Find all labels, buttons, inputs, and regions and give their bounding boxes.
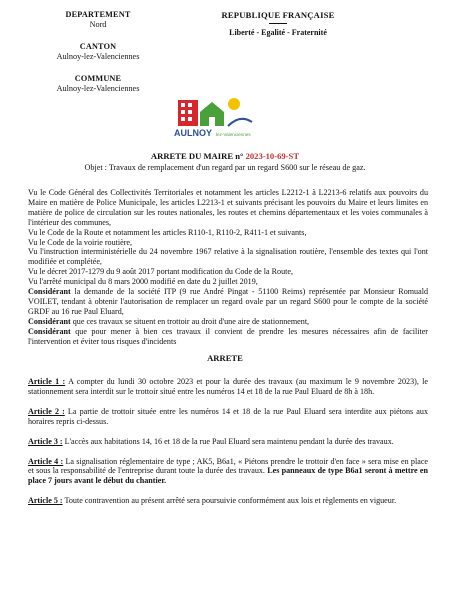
town-logo [170,92,260,144]
considerant-text: la demande de la société ITP (9 rue André Pingat - 51100 Reims) représentée par Monsieur Romuald VOILET, tendant à obtenir l'autorisation de remplacer un regard ovale par un regard S600 pour le compte de la société GRDF au 16 rue Paul Eluard, [28,287,428,316]
article-1 [28,377,428,397]
considerant-label: Considérant [28,316,71,326]
article-label: Article 3 : [28,436,63,446]
considerant-label: Considérant [28,287,71,297]
article-3 [28,437,428,447]
visa-item: Vu l'arrêté municipal du 8 mars 2000 modifié en date du 2 juillet 2019, [28,277,258,287]
article-text: Toute contravention au présent arrêté sera poursuivie conformément aux lois et règlements en vigueur. [62,496,397,506]
considerant-text: que pour mener à bien ces travaux il convient de prendre les mesures nécessaires afin de faciliter l'intervention et éviter tous risques d'incidents [28,326,428,346]
article-label: Article 1 : [28,377,66,386]
arrete-title-prefix: ARRETE DU MAIRE n° [150,151,244,161]
administrative-header [18,10,178,94]
considerant-label: Considérant [28,326,71,336]
visa-item: Vu le décret 2017-1279 du 9 août 2017 portant modification du Code de la Route, [28,267,293,277]
visa-item: Vu l'instruction interministérielle du 24 novembre 1967 relative à la signalisation routière, l'ensemble des textes qui l'ont modifiée et complétée, [28,247,428,267]
article-2 [28,407,428,427]
article-text: A compter du lundi 30 octobre 2023 et pour la durée des travaux (au maximum le 9 novembre 2023), le stationnement sera interdit sur le trottoir situé entre les numéros 14 et 18 de la rue Paul Eluard de 8h à 18h. [28,377,428,396]
article-label: Article 4 : [28,456,64,466]
article-4 [28,457,428,487]
arrete-number: 2023-10-69-ST [245,151,300,161]
visa-item: Vu le Code Général des Collectivités Territoriales et notamment les articles L2212-1 à L2213-6 relatifs aux pouvoirs du Maire en matière de Police Municipale, les articles L2213-1 et suivants précisant les pouvoirs du Maire et leurs limites en matière de police de circulation sur les routes nationales, les routes et chemins départementaux et les voies communales à l'intérieur des communes, [28,188,428,227]
republic-motto: Liberté - Egalité - Fraternité [229,28,327,37]
canton-value: Aulnoy-lez-Valenciennes [56,52,140,61]
arrete-title [0,151,450,161]
article-label: Article 5 : [28,496,63,506]
articles-section [28,377,428,516]
article-note: Les panneaux de type B6a1 seront à mettre en place 7 jours avant le début du chantier. [28,466,428,486]
commune-label: COMMUNE [74,74,122,83]
arrete-heading: ARRETE [207,353,243,363]
visa-item: Vu le Code de la Route et notamment les articles R110-1, R110-2, R411-1 et suivants, [28,227,307,237]
visas-section [28,188,428,347]
logo-text-aulnoy: AULNOY [174,128,212,138]
considerant-item [28,327,428,347]
considerant-item [28,317,428,327]
considerant-item [28,287,428,317]
departement-value: Nord [89,20,107,29]
article-text: La signalisation réglementaire de type ; AK5, B6a1, « Piétons prendre le trottoir d'en face » sera mise en place et sous la responsabilité de l'entreprise durant toute la durée des travaux. [28,456,429,476]
commune-value: Aulnoy-lez-Valenciennes [56,84,140,93]
considerant-text: que ces travaux se situent en trottoir au droit d'une aire de stationnement, [70,316,310,326]
visa-item: Vu le Code de la voirie routière, [28,237,133,247]
republique-title: REPUBLIQUE FRANÇAISE [221,10,335,20]
logo-text-subtitle: lez-Valenciennes [216,132,251,137]
canton-label: CANTON [79,42,117,51]
article-5 [28,496,428,506]
article-text: La partie de trottoir située entre les numéros 14 et 18 de la rue Paul Eluard sera interdite aux piétons aux horaires repris ci-dessus. [28,406,428,426]
arrete-objet: Objet : Travaux de remplacement d'un regard par un regard S600 sur le réseau de gaz. [84,163,366,172]
article-label: Article 2 : [28,406,65,416]
header-divider [269,23,287,24]
article-text: L'accès aux habitations 14, 16 et 18 de la rue Paul Eluard sera maintenu pendant la durée des travaux. [62,436,394,446]
republic-header [198,10,358,38]
departement-label: DEPARTEMENT [65,10,131,19]
